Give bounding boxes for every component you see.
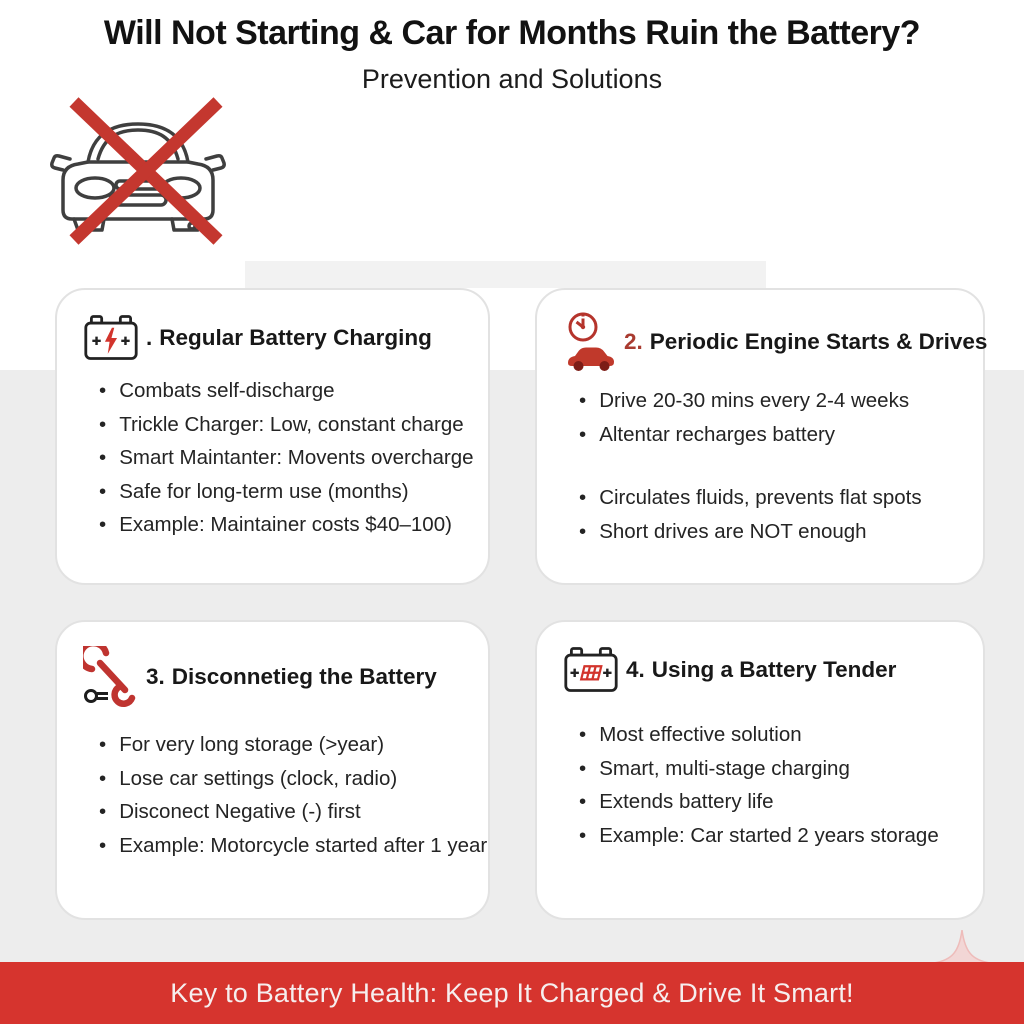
page-subtitle: Prevention and Solutions [361,64,663,94]
card-number: 4. [626,657,645,682]
bullet-item: • Circulates fluids, prevents flat spots [579,481,957,515]
page-title: Will Not Starting & Car for Months Ruin the Battery? [103,14,921,52]
bullet-item: • Combats self-discharge [99,374,462,408]
card-header [563,646,957,694]
card-header [83,314,462,362]
bullet-item: • Smart Maintanter: Movents overcharge [99,441,462,475]
card-title: Periodic Engine Starts & Drives [649,329,988,354]
card-number: . [146,325,153,350]
bullet-item: • Most effective solution [579,718,957,752]
card-title: Regular Battery Charging [159,325,432,350]
bullet-item: • Safe for long-term use (months) [99,475,462,509]
footer-banner [0,962,1024,1024]
bullet-item: • Example: Car started 2 years storage [579,819,957,853]
bullet-item: • Example: Motorcycle started after 1 year [99,829,462,863]
card-regular-battery-charging [55,288,490,585]
clock-car-icon [563,310,617,374]
bullet-item: • Lose car settings (clock, radio) [99,762,462,796]
bullet-item: • For very long storage (>year) [99,728,462,762]
card-periodic-engine-starts [535,288,988,585]
bullet-item: • Disconect Negative (-) first [99,795,462,829]
bullet-item: • Extends battery life [579,785,957,819]
card-disconnecting-battery [55,620,490,920]
bullet-item: • Trickle Charger: Low, constant charge [99,408,462,442]
bullet-list [83,728,488,862]
card-title: Disconnetieg the Battery [171,664,437,689]
bullet-list [83,374,474,542]
bullet-item: • Smart, multi-stage charging [579,752,957,786]
gray-band [245,261,766,288]
bullet-list [563,718,957,852]
battery-charging-icon [83,314,139,362]
card-number: 3. [146,664,165,689]
car-crossed-icon [50,92,235,250]
wrench-icon [83,646,139,708]
footer-text: Key to Battery Health: Keep It Charged & Drive It Smart! [170,977,854,1008]
bullet-list [563,384,957,548]
bullet-item: • Example: Maintainer costs $40–100) [99,508,462,542]
card-header [83,646,462,708]
bullet-item: • Altentar recharges battery [579,418,957,452]
card-number: 2. [624,329,643,354]
card-title: Using a Battery Tender [651,657,897,682]
battery-tender-icon [563,646,619,694]
bullet-item: • Drive 20-30 mins every 2-4 weeks [579,384,957,418]
bullet-item: • Short drives are NOT enough [579,515,957,549]
card-battery-tender [535,620,985,920]
card-header [563,310,988,374]
